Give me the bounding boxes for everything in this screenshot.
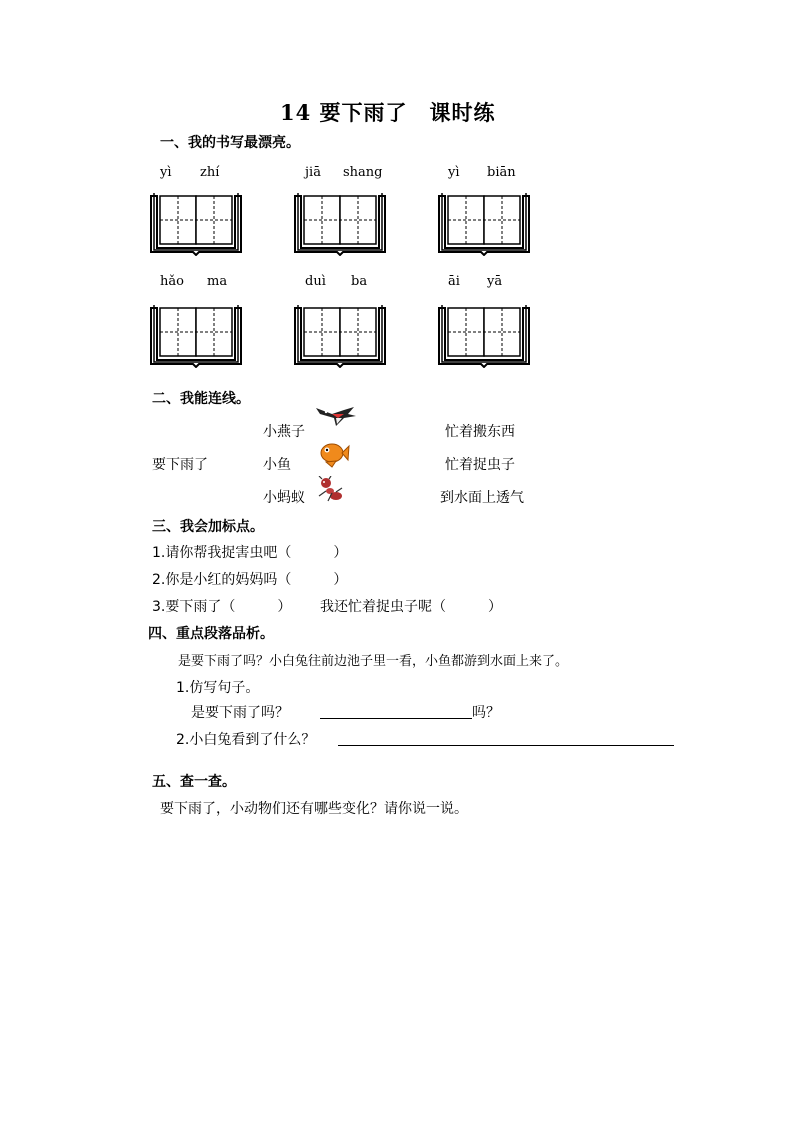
match-animal[interactable]: 小蚂蚁 bbox=[263, 490, 305, 506]
punctuation-question-1[interactable]: 1.请你帮我捉害虫吧（ ） bbox=[152, 545, 348, 561]
writing-grid-book[interactable] bbox=[436, 302, 532, 368]
pinyin: ba bbox=[351, 274, 368, 289]
match-action[interactable]: 忙着搬东西 bbox=[445, 424, 515, 440]
punctuation-question-3a[interactable]: 3.要下雨了（ ） bbox=[152, 599, 292, 615]
pinyin: jiā bbox=[305, 165, 321, 180]
section3-heading: 三、我会加标点。 bbox=[152, 519, 264, 535]
pinyin: yì bbox=[160, 165, 172, 180]
punctuation-question-3b[interactable]: 我还忙着捉虫子呢（ ） bbox=[320, 599, 502, 615]
match-animal[interactable]: 小燕子 bbox=[263, 424, 305, 440]
swallow-icon bbox=[314, 404, 358, 430]
writing-grid-book[interactable] bbox=[148, 190, 244, 256]
imitation-prompt: 是要下雨了吗？ bbox=[191, 705, 289, 721]
pinyin: yā bbox=[487, 274, 503, 289]
sub-question-1: 1.仿写句子。 bbox=[176, 680, 260, 696]
pinyin: hǎo bbox=[160, 274, 184, 289]
pinyin: duì bbox=[305, 274, 326, 289]
pinyin: āi bbox=[448, 274, 460, 289]
writing-grid-book[interactable] bbox=[292, 190, 388, 256]
writing-grid-book[interactable] bbox=[436, 190, 532, 256]
section5-heading: 五、查一查。 bbox=[152, 774, 236, 790]
section4-heading: 四、重点段落品析。 bbox=[148, 626, 274, 642]
answer-blank[interactable] bbox=[320, 718, 472, 719]
pinyin: ma bbox=[207, 274, 228, 289]
sub-question-2: 2.小白兔看到了什么？ bbox=[176, 732, 316, 748]
section2-heading: 二、我能连线。 bbox=[152, 391, 250, 407]
match-action[interactable]: 到水面上透气 bbox=[440, 490, 524, 506]
pinyin: zhí bbox=[200, 165, 220, 180]
reading-passage: 是要下雨了吗？小白兔往前边池子里一看，小鱼都游到水面上来了。 bbox=[178, 654, 569, 669]
fish-icon bbox=[318, 440, 350, 468]
writing-grid-book[interactable] bbox=[292, 302, 388, 368]
match-animal[interactable]: 小鱼 bbox=[263, 457, 291, 473]
pinyin: yì bbox=[448, 165, 460, 180]
match-action[interactable]: 忙着捉虫子 bbox=[445, 457, 515, 473]
imitation-end: 吗？ bbox=[472, 705, 500, 721]
ant-icon bbox=[316, 476, 344, 502]
answer-blank[interactable] bbox=[338, 745, 674, 746]
punctuation-question-2[interactable]: 2.你是小红的妈妈吗（ ） bbox=[152, 572, 348, 588]
section1-heading: 一、我的书写最漂亮。 bbox=[160, 135, 300, 151]
match-left-phrase: 要下雨了 bbox=[152, 457, 208, 473]
pinyin: shang bbox=[343, 165, 383, 180]
writing-grid-book[interactable] bbox=[148, 302, 244, 368]
pinyin: biān bbox=[487, 165, 516, 180]
section5-question: 要下雨了，小动物们还有哪些变化？请你说一说。 bbox=[160, 801, 468, 817]
page-title: 14 要下雨了 课时练 bbox=[280, 100, 496, 125]
